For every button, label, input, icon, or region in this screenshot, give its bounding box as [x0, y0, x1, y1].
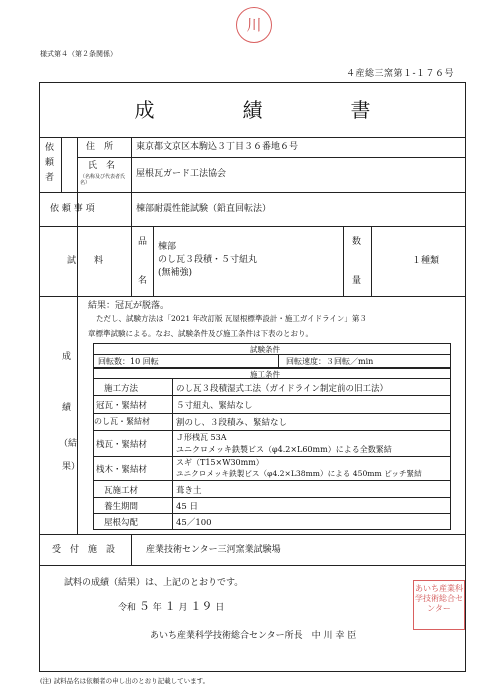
result-text: 章標準試験による。なお、試験条件及び施工条件は下表のとおり。: [88, 329, 313, 338]
row-value: スギ（T15×W30mm）: [176, 458, 264, 467]
results-label: （結: [59, 439, 78, 449]
issue-date: 令和 ５ 年 １ 月 １９ 日: [118, 600, 225, 613]
row-value: ユニクロメッキ鉄製ビス（φ4.2×L38mm）による 450mm ピッチ緊結: [176, 469, 422, 478]
rule: [39, 226, 466, 227]
form-number: 様式第４（第２条関係）: [40, 50, 117, 58]
row-label: 瓦施工材: [104, 486, 139, 496]
rule: [93, 513, 451, 514]
item-name: (無補強): [158, 268, 193, 278]
quantity-label: 量: [352, 276, 362, 286]
rule: [131, 137, 132, 296]
rule: [172, 378, 173, 530]
item-name: のし瓦３段積・５寸紐丸: [158, 255, 258, 265]
rule: [93, 456, 451, 457]
rule: [93, 395, 451, 396]
row-value: 45／100: [176, 518, 212, 528]
rule: [39, 296, 466, 297]
official-seal: あいち産業科学技術総合センター: [413, 580, 465, 630]
rule: [93, 378, 451, 379]
row-value: Ｊ形桟瓦 53A: [176, 433, 227, 442]
row-label: 冠瓦・緊結材: [96, 401, 148, 411]
row-label: 桟木・緊結材: [96, 465, 148, 475]
results-label: 績: [62, 403, 72, 413]
item-label: 名: [138, 276, 148, 286]
closing-statement: 試料の成績（結果）は、上記のとおりです。: [64, 578, 244, 588]
document-number: ４産総三窯第１-１７６号: [345, 69, 454, 79]
facility-label: 受 付 施 設: [52, 545, 116, 555]
results-label: 果）: [62, 462, 81, 472]
row-label: 屋根勾配: [104, 518, 139, 528]
row-label: のし瓦・緊結材: [94, 417, 150, 426]
quantity-value: １種類: [412, 256, 440, 266]
request-value: 棟部耐震性能試験（鉛直回転法）: [136, 204, 272, 214]
name-label: 氏 名: [88, 161, 116, 171]
issuer-name: あいち産業科学技術総合センター所長 中 川 幸 臣: [150, 631, 357, 641]
rule: [93, 480, 451, 481]
test-conditions-header: 試験条件: [250, 345, 280, 354]
rule: [93, 497, 451, 498]
rule: [93, 413, 451, 414]
row-value: 割のし、３段積み、緊結なし: [176, 418, 288, 428]
address-value: 東京都文京区本駒込３丁目３６番地６号: [136, 142, 299, 152]
rule: [131, 534, 132, 565]
rule: [77, 157, 466, 158]
name-note: （名称及び代表者氏名）: [80, 174, 126, 186]
item-name: 棟部: [158, 242, 177, 252]
rule: [39, 137, 466, 138]
rule: [153, 226, 154, 296]
facility-value: 産業技術センター三河窯業試験場: [146, 545, 281, 555]
rule: [278, 354, 279, 368]
rule: [93, 430, 451, 431]
row-value: ユニクロメッキ鉄製ビス（φ4.2×L60mm）による全数緊結: [176, 445, 392, 454]
row-value: のし瓦３段積湿式工法（ガイドライン制定前の旧工法）: [176, 384, 388, 394]
row-label: 桟瓦・緊結材: [96, 440, 148, 450]
footnote: (注) 試料品名は依頼者の申し出のとおり記載しています。: [40, 677, 210, 685]
client-name: 屋根瓦ガード工法協会: [136, 169, 227, 179]
result-text: ただし、試験方法は「2021 年改訂版 瓦屋根標準設計・施工ガイドライン」第３: [96, 314, 367, 323]
sample-label: 試 料: [67, 256, 104, 266]
rotation-speed: 回転速度：３回転／min: [286, 357, 374, 366]
document-title: 成 績 書: [134, 98, 405, 122]
rule: [39, 565, 466, 566]
rule: [39, 192, 466, 193]
rule: [343, 226, 344, 296]
row-value: ５寸紐丸、緊結なし: [176, 401, 253, 411]
row-value: 葺き土: [176, 486, 202, 496]
rule: [77, 137, 78, 534]
item-label: 品: [138, 237, 148, 247]
request-label: 依 頼 事 項: [50, 204, 95, 214]
rule: [371, 226, 372, 296]
registration-seal: 川: [236, 7, 272, 43]
client-section-label: 依頼者: [45, 143, 55, 183]
construction-header: 施工条件: [250, 370, 280, 379]
row-label: 養生期間: [104, 502, 139, 512]
rule: [39, 534, 466, 535]
row-label: 施工方法: [104, 384, 139, 394]
row-value: 45 日: [176, 502, 199, 512]
results-label: 成: [62, 352, 72, 362]
rule: [61, 137, 62, 192]
result-text: 結果：冠瓦が脱落。: [88, 301, 170, 311]
address-label: 住 所: [86, 142, 114, 152]
quantity-label: 数: [352, 237, 362, 247]
rotation-count: 回転数：10 回転: [98, 357, 159, 366]
